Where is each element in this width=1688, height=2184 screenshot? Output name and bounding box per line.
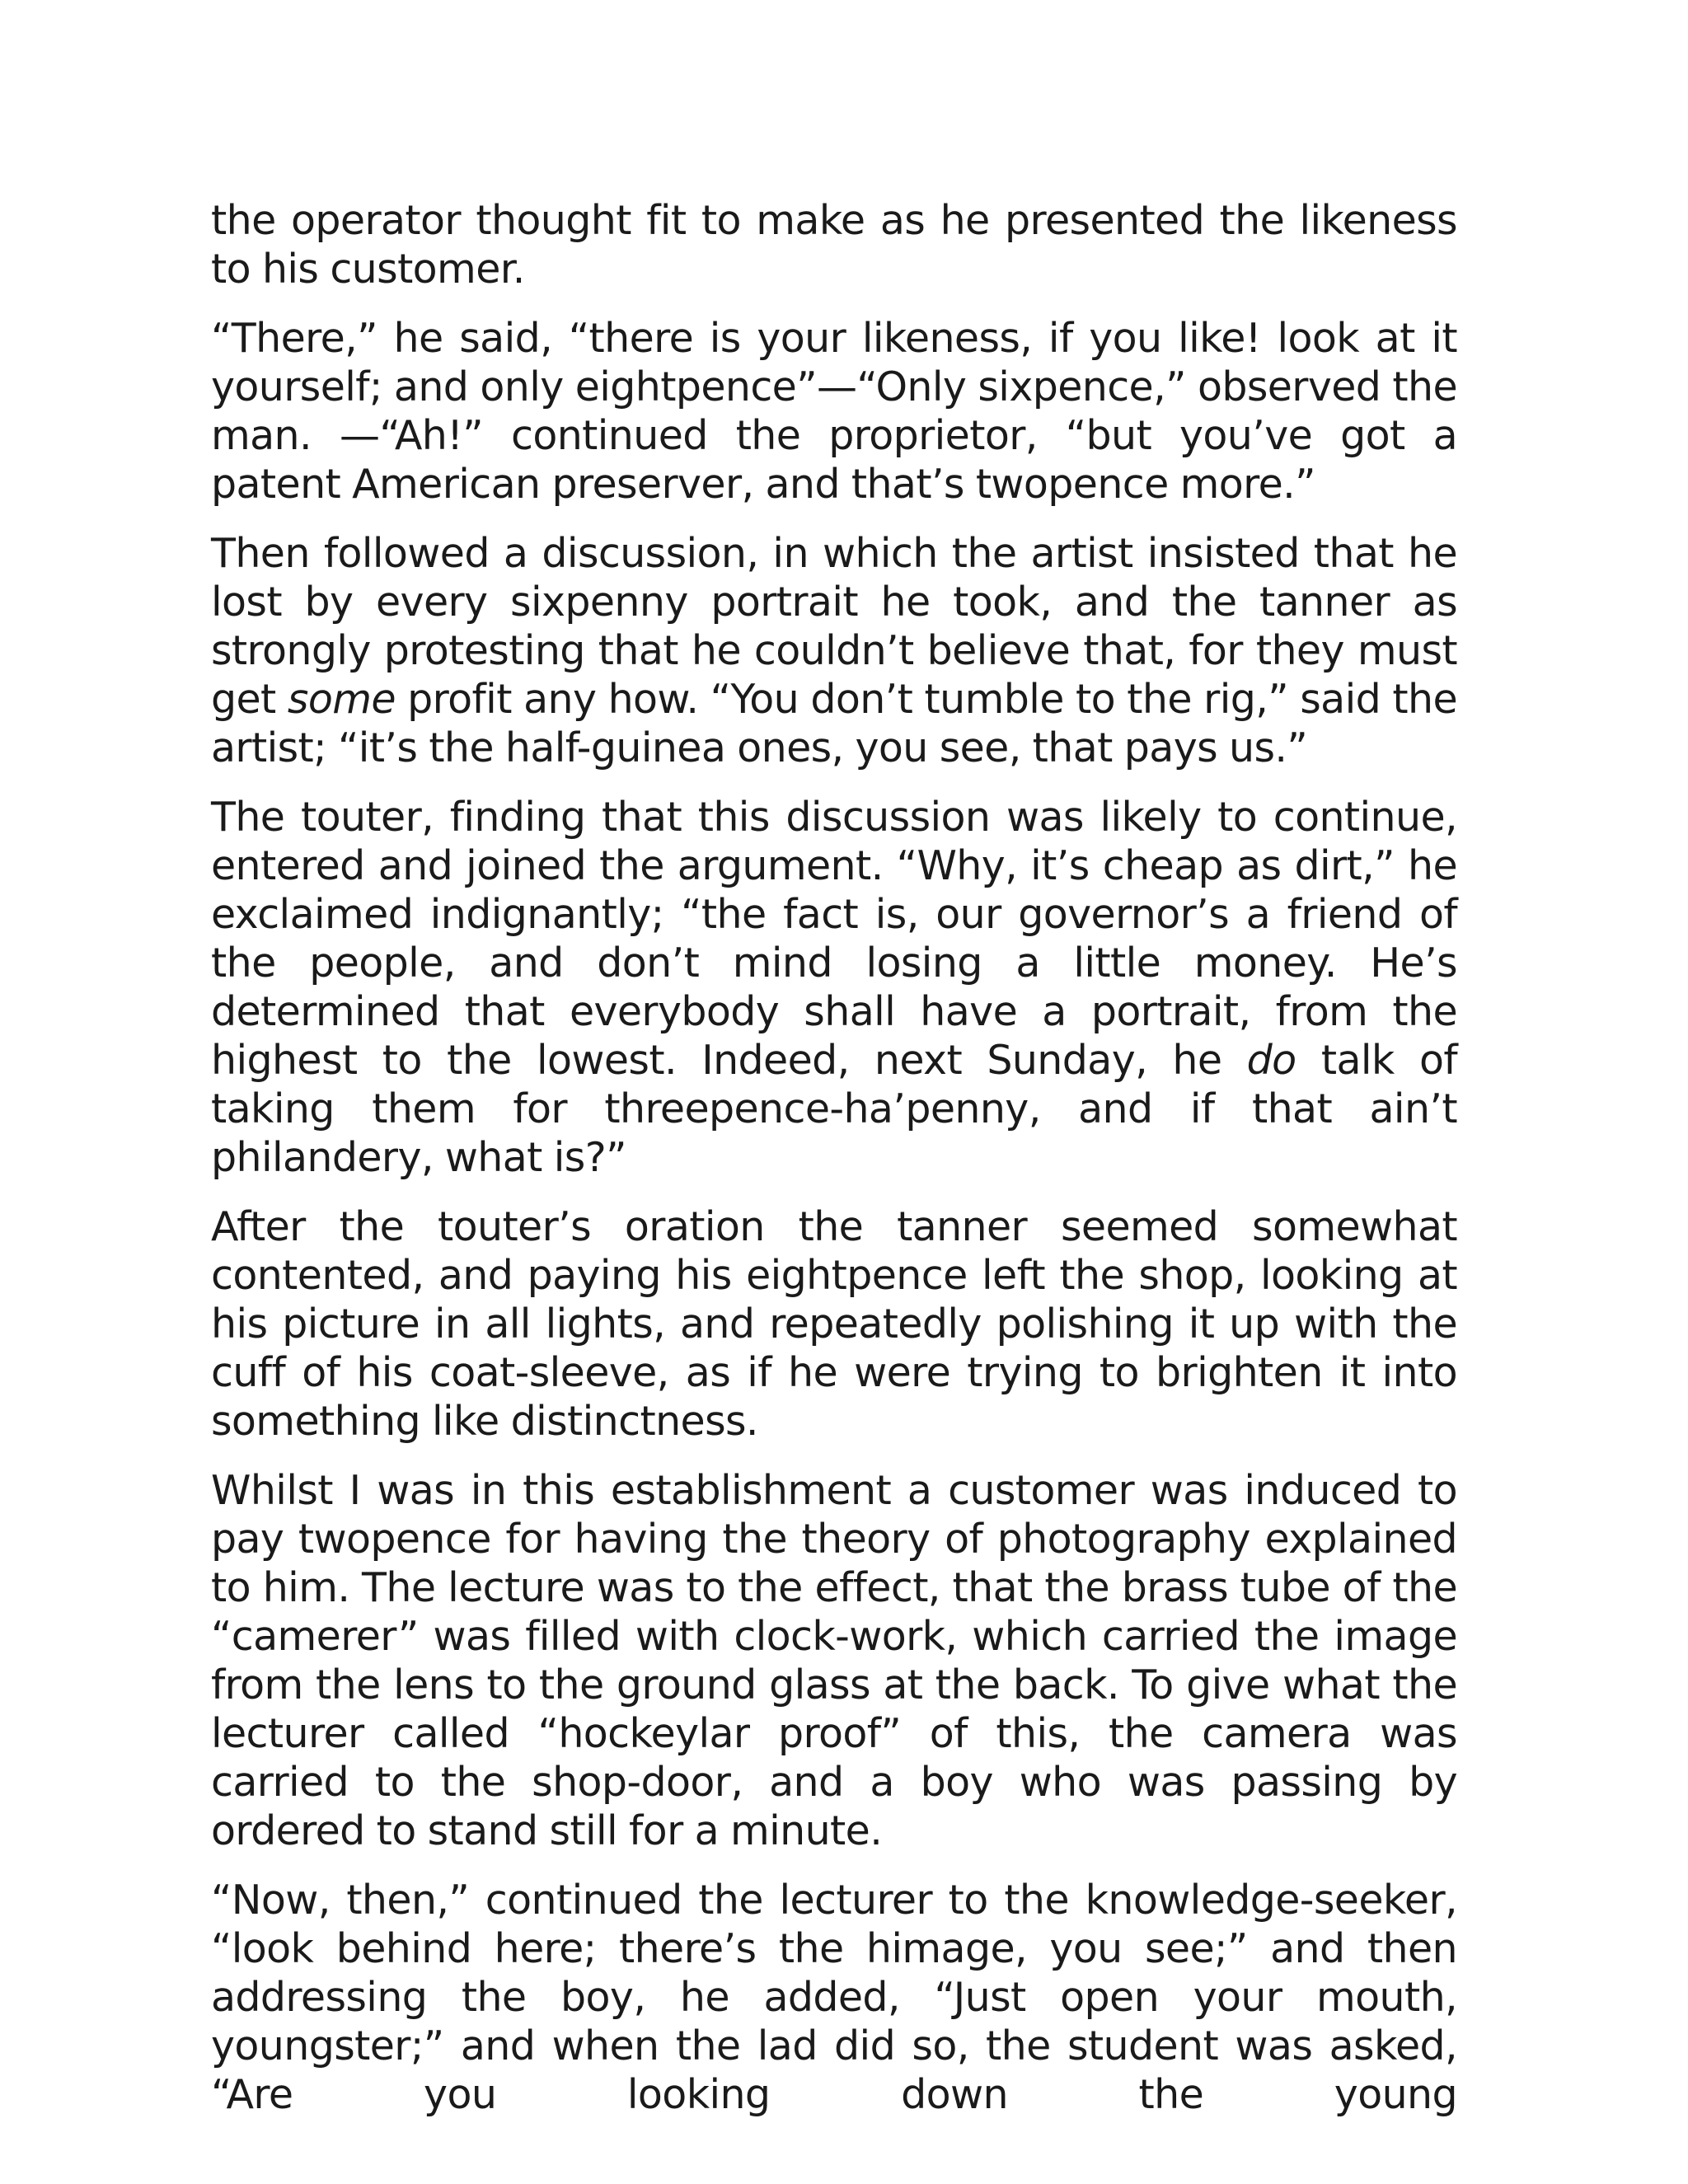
paragraph-6: Whilst I was in this establishment a customer was induced to pay twopence for having the theory of photography explained to him. The lecture was to the effect, that the brass tube of the “camerer” was filled with clock-work, which carried the image from the lens to the ground glass at the back. To give what the lecturer called “hockeylar proof” of this, the camera was carried to the shop-door, and a boy who was passing by ordered to stand still for a minute. bbox=[211, 1467, 1457, 1854]
paragraph-2: “There,” he said, “there is your likeness, if you like! look at it yourself; and only eightpence”—“Only sixpence,” observed the man. —“Ah!” continued the proprietor, “but you’ve got a patent American preserver, and that’s twopence more.” bbox=[211, 315, 1457, 508]
paragraph-5: After the touter’s oration the tanner seemed somewhat contented, and paying his eightpence left the shop, looking at his picture in all lights, and repeatedly polishing it up with the cuff of his coat-sleeve, as if he were trying to brighten it into something like distinctness. bbox=[211, 1203, 1457, 1445]
paragraph-3-text-after: profit any how. “You don’t tumble to the rig,” said the artist; “it’s the half-guinea ones, you see, that pays us.” bbox=[211, 676, 1457, 771]
paragraph-3-text-before: Then followed a discussion, in which the artist insisted that he lost by every sixpenny portrait he took, and the tanner as strongly protesting that he couldn’t believe that, for they must get bbox=[211, 530, 1457, 723]
paragraph-3-italic-word: some bbox=[287, 676, 396, 723]
paragraph-3 bbox=[211, 529, 1457, 772]
page-body bbox=[211, 196, 1457, 2139]
paragraph-1: the operator thought fit to make as he presented the likeness to his customer. bbox=[211, 197, 1457, 293]
paragraph-7: “Now, then,” continued the lecturer to the knowledge-seeker, “look behind here; there’s the himage, you see;” and then addressing the boy, he added, “Just open your mouth, youngster;” and when the lad did so, the student was asked, “Are you looking down the young bbox=[211, 1877, 1457, 2118]
paragraph-4 bbox=[211, 793, 1457, 1182]
paragraph-4-text-after: talk of taking them for threepence-ha’penny, and if that ain’t philandery, what is?” bbox=[211, 1037, 1457, 1181]
paragraph-4-italic-word: do bbox=[1246, 1037, 1296, 1084]
paragraph-4-text-before: The touter, finding that this discussion was likely to continue, entered and joined the argument. “Why, it’s cheap as dirt,” he exclaimed indignantly; “the fact is, our governor’s a friend of the people, and don’t mind losing a little money. He’s determined that everybody shall have a portrait, from the highest to the lowest. Indeed, next Sunday, he bbox=[211, 794, 1457, 1084]
